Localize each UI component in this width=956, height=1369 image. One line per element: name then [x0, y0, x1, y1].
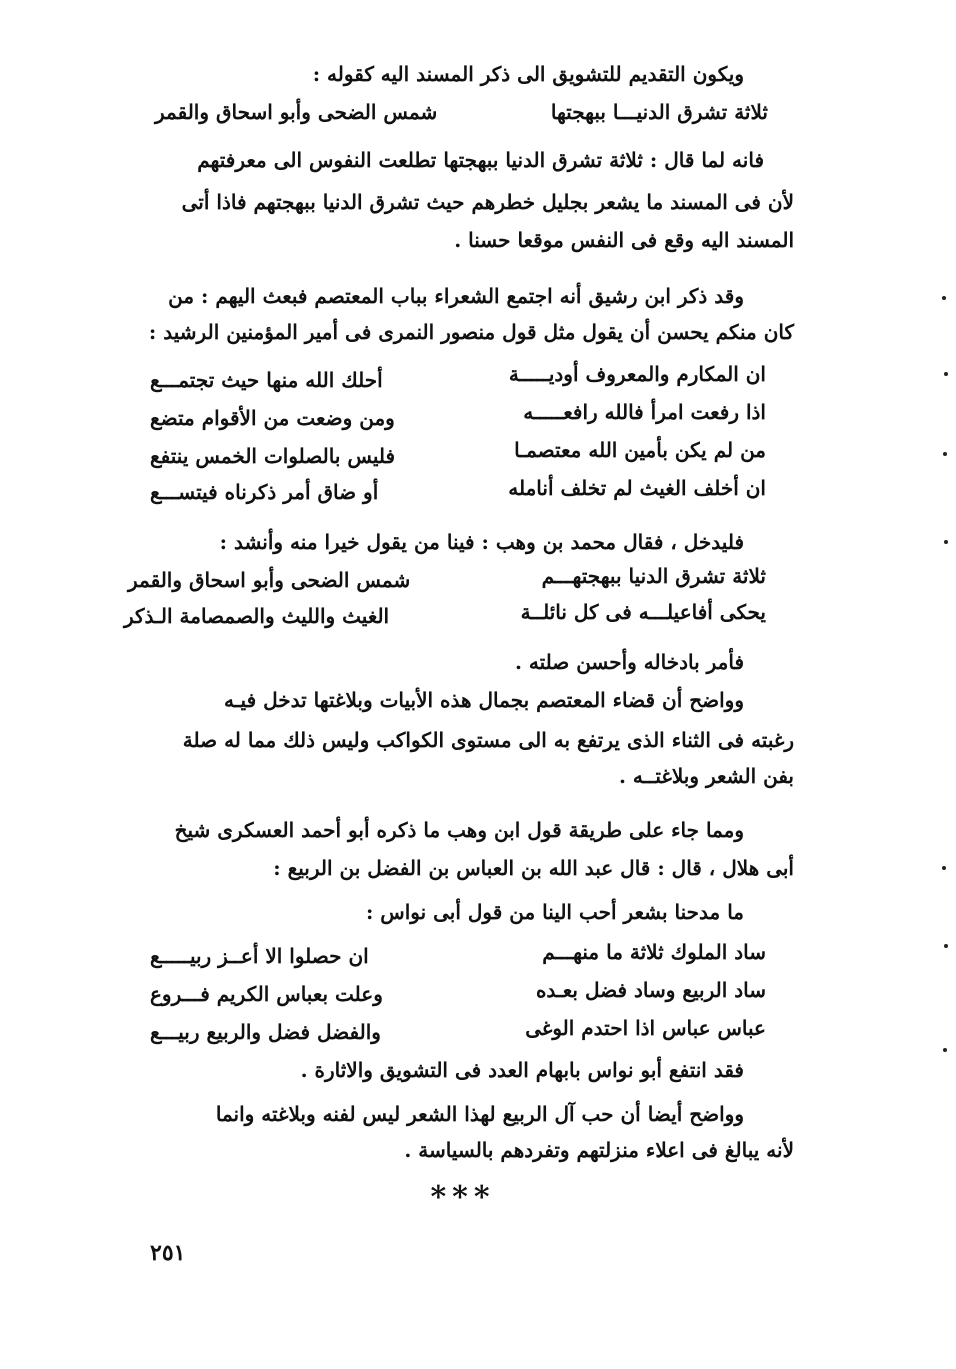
text-line: فليدخل ، فقال محمد بن وهب : فينا من يقول خيرا منه وأنشد : [219, 530, 744, 554]
verse-hemistich-right: يحكى أفاعيلـــه فى كل نائلــة [520, 600, 766, 624]
verse-hemistich-right: اذا رفعت امرأ فالله رافعـــــه [523, 400, 766, 424]
text-line: فأمر بادخاله وأحسن صلته . [514, 650, 744, 674]
verse-hemistich-right: ان أخلف الغيث لم تخلف أنامله [508, 476, 766, 500]
verse-hemistich-left: أو ضاق أمر ذكرناه فيتســـع [150, 480, 379, 504]
text-line: ويكون التقديم للتشويق الى ذكر المسند اليه كقوله : [312, 62, 744, 86]
margin-speck [942, 296, 946, 300]
verse-hemistich-left: والفضل فضل والربيع ربيـــع [150, 1020, 381, 1044]
verse-hemistich-right: ان المكارم والمعروف أوديـــــة [508, 362, 766, 386]
text-line: فقد انتفع أبو نواس بابهام العدد فى التشويق والاثارة . [300, 1058, 744, 1082]
text-line: كان منكم يحسن أن يقول مثل قول منصور النمرى فى أمير المؤمنين الرشيد : [148, 320, 794, 344]
verse-hemistich-left: شمس الضحى وأبو اسحاق والقمر [155, 100, 438, 124]
page-number: ٢٥١ [150, 1240, 186, 1266]
text-line: لأنه يبالغ فى اعلاء منزلتهم وتفردهم بالسياسة . [404, 1138, 794, 1162]
verse-hemistich-left: أحلك الله منها حيث تجتمـــع [150, 368, 383, 392]
text-line: وواضح أيضا أن حب آل الربيع لهذا الشعر ليس لفنه وبلاغته وانما [215, 1102, 744, 1126]
margin-speck [944, 372, 948, 376]
margin-speck [944, 540, 948, 544]
text-line: فانه لما قال : ثلاثة تشرق الدنيا ببهجتها تطلعت النفوس الى معرفتهم [197, 148, 764, 172]
margin-speck [944, 944, 948, 948]
verse-hemistich-right: ثلاثة تشرق الدنيـــا ببهجتها [550, 100, 768, 124]
verse-hemistich-left: الغيث والليث والصمصامة الـذكر [124, 604, 390, 628]
verse-hemistich-right: ساد الملوك ثلاثة ما منهـــم [542, 940, 766, 964]
verse-hemistich-left: فليس بالصلوات الخمس ينتفع [150, 444, 396, 468]
text-line: بفن الشعر وبلاغتــه . [618, 764, 794, 788]
text-line: وواضح أن قضاء المعتصم بجمال هذه الأبيات وبلاغتها تدخل فيـه [223, 688, 744, 712]
margin-speck [942, 866, 946, 870]
verse-hemistich-left: وعلت بعباس الكريم فـــروع [150, 982, 383, 1006]
verse-hemistich-right: ساد الربيع وساد فضل بعـده [535, 978, 766, 1002]
text-line: ومما جاء على طريقة قول ابن وهب ما ذكره أبو أحمد العسكرى شيخ [174, 818, 744, 842]
text-line: ما مدحنا بشعر أحب الينا من قول أبى نواس : [365, 900, 744, 924]
verse-hemistich-right: عباس عباس اذا احتدم الوغى [525, 1016, 766, 1040]
verse-hemistich-left: ان حصلوا الا أعــز ربيـــــع [150, 944, 369, 968]
text-line: لأن فى المسند ما يشعر بجليل خطرهم حيث تشرق الدنيا ببهجتهم فاذا أتى [181, 190, 794, 214]
verse-hemistich-left: ومن وضعت من الأقوام متضع [150, 406, 395, 430]
verse-hemistich-right: ثلاثة تشرق الدنيا ببهجتهـــم [541, 564, 766, 588]
verse-hemistich-left: شمس الضحى وأبو اسحاق والقمر [128, 568, 411, 592]
verse-hemistich-right: من لم يكن بأمين الله معتصمـا [514, 438, 766, 462]
text-line: المسند اليه وقع فى النفس موقعا حسنا . [454, 228, 794, 252]
margin-speck [943, 452, 947, 456]
text-line: رغبته فى الثناء الذى يرتفع به الى مستوى الكواكب وليس ذلك مما له صلة [182, 728, 794, 752]
text-line: وقد ذكر ابن رشيق أنه اجتمع الشعراء بباب المعتصم فبعث اليهم : من [168, 284, 744, 308]
text-line: أبى هلال ، قال : قال عبد الله بن العباس بن الفضل بن الربيع : [273, 856, 794, 880]
margin-speck [943, 1048, 947, 1052]
section-separator: *** [430, 1180, 496, 1215]
